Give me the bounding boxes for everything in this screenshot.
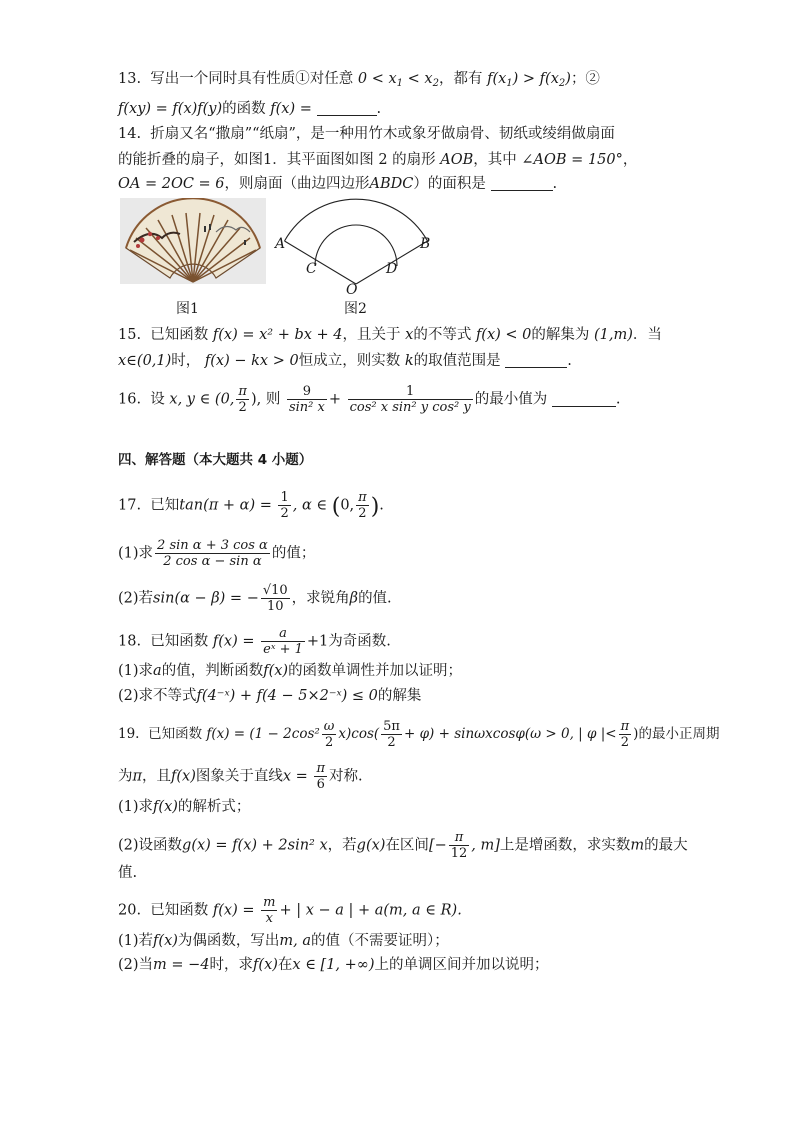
section-4-heading: 四、解答题（本大题共 4 小题） [118, 452, 313, 468]
q13-answer-blank[interactable] [317, 101, 377, 116]
q13-ineq: $f(x_1) > f(x_2)$ [487, 71, 571, 89]
q20-part2: (2)当m = −4时，求f(x)在x ∈ [1, +∞)上的单调区间并加以说明； [118, 957, 549, 973]
fan-photo-figure [120, 198, 266, 284]
q19-line1: 19. 已知函数 f(x) = (1 − 2cos² $\frac{\omega}{2}$ x)cos( $\frac{5\pi}{2}$ + φ) + sinωxcosφ(ω > 0, | φ |< $\frac{\pi}{2}$ )的最小正周期 [118, 719, 720, 750]
q16-answer-blank[interactable] [552, 392, 616, 407]
q15-answer-blank[interactable] [505, 353, 567, 368]
q17-part1: (1)求 $\frac{\text{2 sin α + 3 cos α}}{\text{2 cos α − sin α}}$ 的值； [118, 538, 316, 569]
q16-line: 16. 设 x, y ∈ (0, $\frac{\pi}{2}$ ), 则 $\frac{9}{\text{sin² x}}$ + $\frac{1}{\text{cos² x sin² y cos² y}}$ 的最小值为 . [118, 384, 621, 415]
q13-prefix: 写出一个同时具有性质①对任意 [150, 71, 354, 87]
fig1-caption: 图1 [176, 301, 199, 317]
q19-part1: (1)求f(x)的解析式； [118, 799, 251, 815]
q18-line: 18. 已知函数 f(x) = $\frac{a}{\text{eˣ + 1}}$ +1为奇函数. [118, 626, 391, 657]
q16-frac2: $\frac{1}{\text{cos² x sin² y cos² y}}$ [349, 384, 471, 415]
q13-cond: $0 < x_1 < x_2$ [357, 71, 439, 89]
q19-line2: 为π，且f(x)图象关于直线x = $\frac{\pi}{6}$ 对称. [118, 761, 363, 792]
point-D-label: D [386, 261, 398, 277]
q20-line: 20. 已知函数 f(x) = $\frac{m}{x}$ + | x − a | + a(m, a ∈ R). [118, 895, 462, 926]
q17-part2: (2)若sin(α − β) = − $\frac{√10}{10}$ ，求锐角β的值. [118, 583, 392, 614]
q13-functional-eq: f(xy) = f(x)f(y) [118, 101, 223, 117]
point-B-label: B [420, 236, 431, 252]
point-A-label: A [275, 236, 286, 252]
q13-line2: f(xy) = f(x)f(y)的函数 f(x) = . [118, 101, 382, 117]
q15-line2: x∈(0,1)时， f(x) − kx > 0恒成立，则实数 k的取值范围是 . [118, 353, 572, 369]
q14-answer-blank[interactable] [491, 176, 553, 191]
q17-line: 17. 已知tan(π + α) = $\frac{1}{2}$ , α ∈ (0, $\frac{\pi}{2}$ ). [118, 490, 384, 521]
q13-line1: 13. 写出一个同时具有性质①对任意 $0 < x_1 < x_2$，都有 $f(x_1) > f(x_2)$；② [118, 71, 600, 89]
q18-part1: (1)求a的值，判断函数f(x)的函数单调性并加以证明； [118, 663, 463, 679]
q13-number: 13. [118, 71, 142, 87]
q19-part2: (2)设函数g(x) = f(x) + 2sin² x，若g(x)在区间[− $\frac{\pi}{12}$ , m]上是增函数，求实数m的最大 [118, 830, 688, 861]
q15-line1: 15. 已知函数 f(x) = x² + bx + 4，且关于 x的不等式 f(x) < 0的解集为 (1,m)．当 [118, 327, 662, 343]
point-O-label: O [346, 282, 358, 298]
sector-diagram [272, 196, 442, 296]
q16-frac1: $\frac{9}{\text{sin² x}}$ [288, 384, 325, 415]
q14-line1: 14. 折扇又名“撒扇”“纸扇”，是一种用竹木或象牙做扇骨、韧纸或绫绢做扇面 [118, 126, 615, 142]
q20-part1: (1)若f(x)为偶函数，写出m, a的值（不需要证明）； [118, 933, 449, 949]
q18-part2: (2)求不等式f(4⁻ˣ) + f(4 − 5×2⁻ˣ) ≤ 0的解集 [118, 688, 422, 704]
q19-part2-cont: 值. [118, 865, 138, 881]
point-C-label: C [306, 261, 317, 277]
q14-line2: 的能折叠的扇子，如图1．其平面图如图 2 的扇形 AOB，其中 ∠AOB = 150°， [118, 152, 638, 168]
fig2-caption: 图2 [344, 301, 367, 317]
q14-line3: OA = 2OC = 6，则扇面（曲边四边形ABDC）的面积是 . [118, 176, 558, 192]
